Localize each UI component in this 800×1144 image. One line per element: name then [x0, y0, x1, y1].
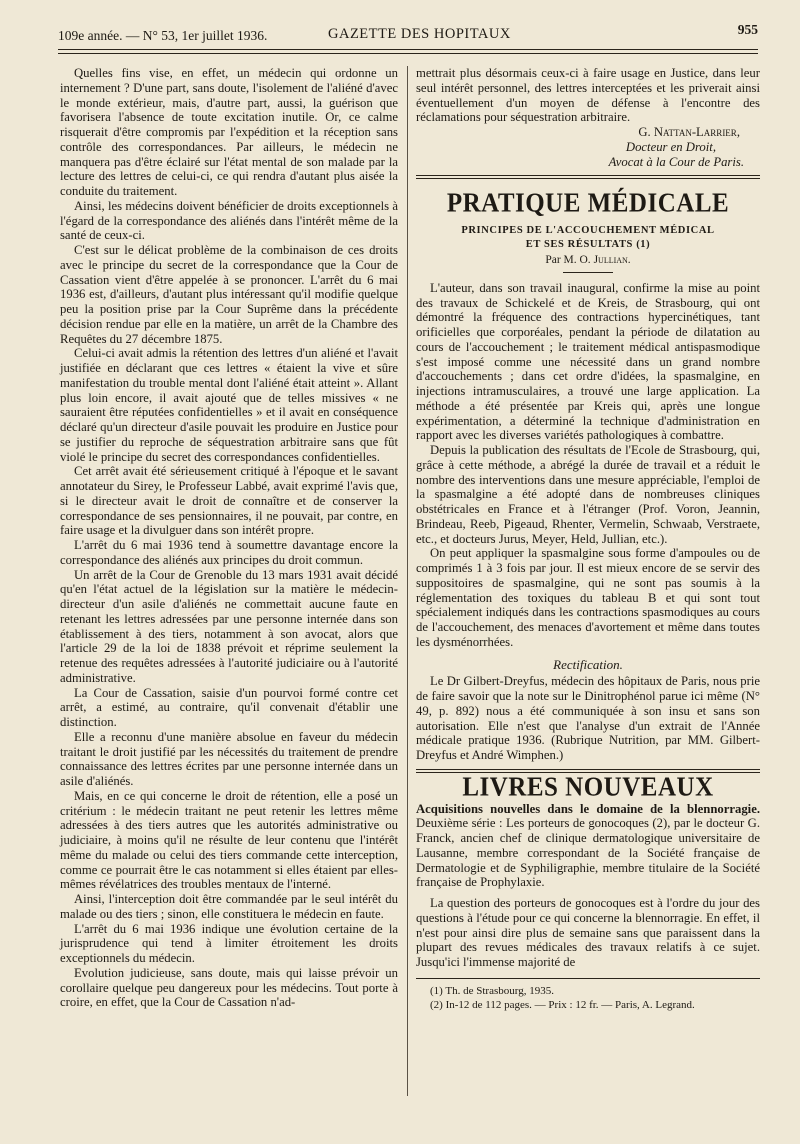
- rectification-text: Le Dr Gilbert-Dreyfus, médecin des hôpitaux de Paris, nous prie de faire savoir que la note sur le Dinitrophénol parue ici même (N° 49, p. 892) nous a été communiquée à son insu et sans son autorisation. Elle n'est que l'analyse d'un extrait de l'Année médicale pratique 1936. (Rubrique Nutrition, par MM. Gilbert-Dreyfus et André Wimphen.): [416, 674, 760, 762]
- section-title-pratique: PRATIQUE MÉDICALE: [446, 188, 730, 219]
- signature-name: G. Nattan-Larrier,: [638, 125, 740, 139]
- paragraph: Mais, en ce qui concerne le droit de rétention, elle a posé un critérium : le médecin traitant ne peut retenir les lettres même adressées à des tiers autres que les autorités administrative ou judiciaire, à moins qu'il ne résulte de leur contenu que l'intérêt même du malade ou celui des tiers commande cette interception, comme ce pourrait être le cas notamment si elles étaient par elles-mêmes révélatrices des troubles mentaux de l'interné.: [60, 788, 398, 892]
- rectification-title: Rectification.: [553, 656, 623, 672]
- paragraph: C'est sur le délicat problème de la combinaison de ces droits avec le principe du secret de la correspondance que la Cour de Cassation vient d'être appelée à se prononcer. L'arrêt du 6 mai 1936 est, d'ailleurs, d'autant plus intéressant qu'il modifie quelque peu la position prise par la Cour Suprême dans la précédente décision rendue par elle en la matière, un arrêt de la Chambre des Requêtes du 27 décembre 1875.: [60, 243, 398, 346]
- paragraph: Cet arrêt avait été sérieusement critiqué à l'époque et le savant annotateur du Sirey, le Professeur Labbé, avait exprimé l'avis que, si le directeur avait le droit de connaître et de conserver la correspondance de ses pensionnaires, il ne pouvait, par contre, en faire usage et la divulguer dans son intérêt propre.: [60, 464, 398, 538]
- signature: [416, 125, 760, 169]
- page-header: [58, 22, 758, 44]
- left-column: [60, 66, 398, 1010]
- book-entry: [416, 802, 760, 891]
- paragraph: Evolution judicieuse, sans doute, mais qui laisse prévoir un corollaire quelque peu dangereux pour les médecins. Tout porte à croire, en effet, que la Cour de Cassation n'ad-: [60, 965, 398, 1010]
- paragraph: Celui-ci avait admis la rétention des lettres d'un aliéné et l'avait justifiée en déclarant que ces lettres « étaient la vive et sûre manifestation du trouble mental dont l'aliéné était atteint ». Allant plus loin encore, il avait ajouté que de telles missives « ne sauraient être réputées confidentielles » et il avait en conséquence déclaré qu'un directeur d'asile pouvait les produire en Justice pour se justifier du reproche de séquestration arbitraire sans que fût violé le principe du secret des correspondances confidentielles.: [60, 346, 398, 464]
- paragraph: Quelles fins vise, en effet, un médecin qui ordonne un internement ? D'une part, sans doute, l'isolement de l'aliéné d'avec le monde extérieur, mais, d'autre part, aussi, la guérison que favorisera l'absence de toute excitation inutile. Or, ce calme risquerait d'être compromis par l'expédition et la réception sans contrôle des correspondances. Par ailleurs, le médecin ne manquera pas d'être éclairé sur l'état mental de son malade par la lecture des lettres de celui-ci, ce qui rendra d'autant plus aisée la conduite du traitement.: [60, 66, 398, 198]
- footnote: (2) In-12 de 112 pages. — Prix : 12 fr. — Paris, A. Legrand.: [430, 998, 695, 1011]
- signature-role: Avocat à la Cour de Paris.: [608, 154, 744, 169]
- section-rule: [416, 175, 760, 176]
- paragraph: La question des porteurs de gonocoques est à l'ordre du jour des questions à l'étude pour ce qui concerne la blennorragie. En effet, il n'est pour ainsi dire plus de semaine sans que paraissent dans la plupart des revues médicales des travaux relatifs à ce sujet. Jusqu'ici l'immense majorité de: [416, 896, 760, 969]
- paragraph: Ainsi, l'interception doit être commandée par le seul intérêt du malade ou des tiers ; sinon, elle constituera le médecin en faute.: [60, 892, 398, 921]
- journal-title: GAZETTE DES HOPITAUX: [328, 26, 511, 42]
- paragraph: Un arrêt de la Cour de Grenoble du 13 mars 1931 avait décidé qu'en l'état actuel de la législation sur la matière le médecin-directeur d'un asile d'aliénés ne commettait aucune faute en retenant les lettres adressées par une personne internée dans son établissement à des tiers, notamment à son avocat, alors que l'article 29 de la loi de 1838 prévoit et réprime seulement la retenue des requêtes adressées à l'autorité judiciaire ou à l'autorité administrative.: [60, 567, 398, 685]
- header-rule-thin: [58, 53, 758, 54]
- paragraph: Elle a reconnu d'une manière absolue en faveur du médecin traitant le droit justifié par les nécessités du traitement de prendre connaissance des lettres écrites par une personne internée dans un asile d'aliénés.: [60, 729, 398, 788]
- byline-author: Jullian.: [593, 254, 631, 266]
- paragraph: L'auteur, dans son travail inaugural, confirme la mise au point des travaux de Schickelé et de Kreis, de Strasbourg, qui ont démontré la fréquence des contractions hypercinétiques, tant orificielles que corporéales, pendant la période de dilatation au cours de l'accouchement ; le traitement médical antispasmodique s'est imposé comme une nécessité dans un grand nombre d'accouchements ; dans cet ordre d'idées, la spasmalgine, en injections intramusculaires, a trouvé une large application. La méthode a été présentée par Kreis qui, après une longue expérimentation, a déterminé la technique d'administration en rapport avec les diverses variétés pathologiques à combattre.: [416, 280, 760, 443]
- paragraph: Depuis la publication des résultats de l'Ecole de Strasbourg, qui, grâce à cette méthode, a abrégé la durée de travail et a réduit le nombre des interventions dans une mesure appréciable, l'emploi de la spasmalgine a été adopté dans de nombreuses cliniques obstétricales en France et à l'étranger (Prof. Voron, Jeannin, Brindeau, Reeb, Pigeaud, Rhenter, Vermelin, Schwaab, Verstraete, etc., et docteurs Jurus, Meyer, Held, Jullian, etc.).: [416, 443, 760, 546]
- footnote: (1) Th. de Strasbourg, 1935.: [430, 984, 554, 997]
- column-divider: [407, 66, 408, 1096]
- paragraph: Ainsi, les médecins doivent bénéficier de droits exceptionnels à l'égard de la correspondance des aliénés dans l'intérêt même de la santé de ceux-ci.: [60, 198, 398, 243]
- article-title-line: PRINCIPES DE L'ACCOUCHEMENT MÉDICAL: [461, 225, 715, 236]
- book-entry-title: Acquisitions nouvelles dans le domaine de la blennorragie.: [416, 801, 760, 816]
- header-rule: [58, 49, 758, 50]
- short-divider: [563, 272, 613, 273]
- issue-info: 109e année. — N° 53, 1er juillet 1936.: [58, 28, 268, 43]
- article-title-line: ET SES RÉSULTATS (1): [525, 239, 651, 250]
- byline-prefix: Par M. O.: [545, 254, 591, 266]
- article-byline: [416, 253, 760, 268]
- paragraph: La Cour de Cassation, saisie d'un pourvoi formé contre cet arrêt, a estimé, au contraire, qu'il convenait d'établir une distinction.: [60, 685, 398, 729]
- article-title: [416, 224, 760, 252]
- paragraph: L'arrêt du 6 mai 1936 tend à soumettre davantage encore la correspondance des aliénés aux principes du droit commun.: [60, 538, 398, 567]
- section-rule: [416, 769, 760, 770]
- section-rule-thin: [416, 178, 760, 179]
- section-title-livres: LIVRES NOUVEAUX: [462, 772, 714, 803]
- footnotes: [416, 978, 760, 1012]
- right-column: [416, 66, 760, 1012]
- book-entry-details: Deuxième série : Les porteurs de gonocoques (2), par le docteur G. Franck, ancien chef de clinique dermatologique universitaire de Lausanne, membre correspondant de la Société française de Dermatologie et de Syphiligraphie, membre titulaire de la Société française de Prophylaxie.: [416, 816, 760, 890]
- signature-title: Docteur en Droit,: [625, 139, 716, 154]
- page-number: 955: [737, 22, 758, 37]
- continuation-paragraph: mettrait plus désormais ceux-ci à faire usage en Justice, dans leur seul intérêt personnel, des lettres interceptées et les priverait ainsi éventuellement d'un moyen de défense à l'encontre des réclamations pour séquestration arbitraire.: [416, 66, 760, 125]
- paragraph: On peut appliquer la spasmalgine sous forme d'ampoules ou de comprimés 1 à 3 fois par jour. Il est mieux encore de se servir des suppositoires de spasmalgine, qui ne sont pas soumis à la réglementation des toxiques du tableau B et qui sont tout spécialement indiqués dans les contractions spasmodiques au cours de l'accouchement, des menaces d'avortement et même dans toutes les dysménorrhées.: [416, 546, 760, 649]
- paragraph: L'arrêt du 6 mai 1936 indique une évolution certaine de la jurisprudence qui tend à limiter étroitement les droits exceptionnels du médecin.: [60, 921, 398, 965]
